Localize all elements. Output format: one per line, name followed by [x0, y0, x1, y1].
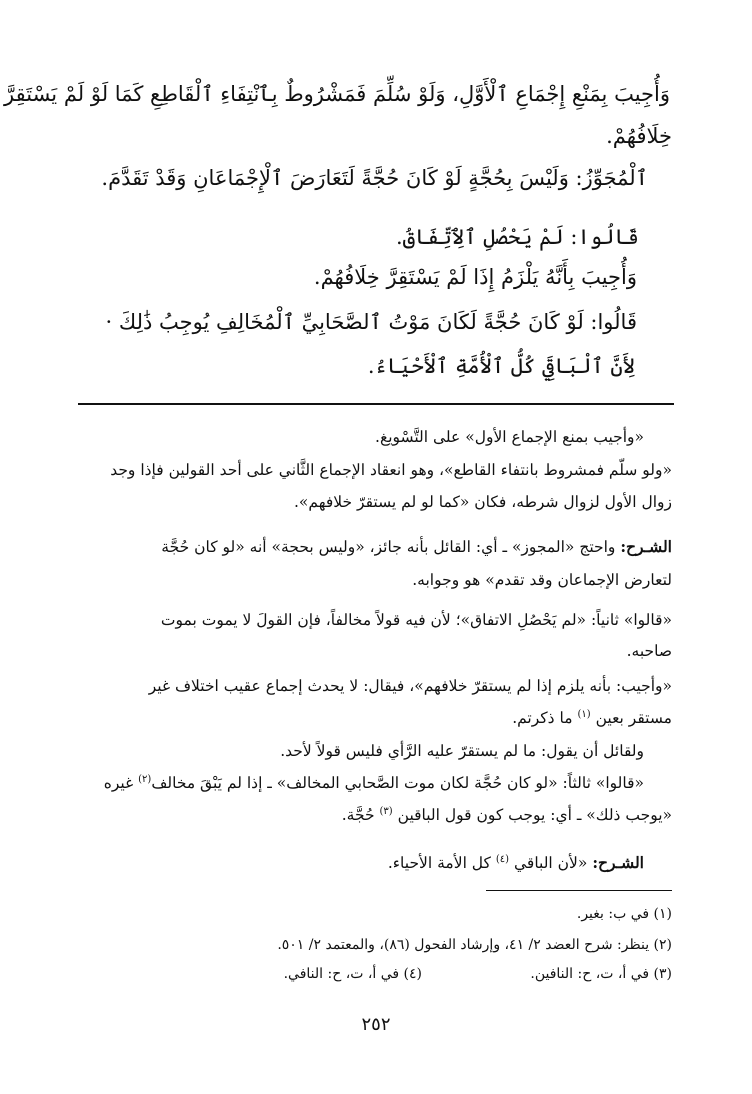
footnote-2: (٢) ينظر: شرح العضد ٢/ ٤١، وإرشاد الفحول (٨٦)، والمعتمد ٢/ ٥٠١.	[277, 937, 672, 953]
page-number: ٢٥٢	[361, 1014, 391, 1035]
sharh-line-2a: «ولو سلّم فمشروط بانتفاء القاطع»، وهو انعقاد الإجماع الثَّاني على أحد القولين فإذا وجد	[110, 461, 672, 479]
sharh-line-5a: «وأجيب: بأنه يلزم إذا لم يستقرّ خلافهم»، فيقال: لا يحدث إجماع عقيب اختلاف غير	[148, 677, 672, 695]
matn-line-7: لِأَنَّ ٱلْبَاقِيَ كُلُّ ٱلْأُمَّةِ ٱلْأَحْيَاءُ.	[367, 354, 635, 378]
sharh-line-3b: لتعارض الإجماعان وقد تقدم» هو وجوابه.	[412, 571, 672, 589]
footnote-ref-1: (١)	[577, 709, 591, 720]
sharh-text-7a2: غيره	[103, 774, 139, 793]
sharh-text-8b: كل الأمة الأحياء.	[387, 854, 496, 872]
sharh-line-3a	[161, 537, 672, 556]
matn-line-2: خِلَافُهُمْ.	[606, 124, 672, 148]
sharh-line-7b	[342, 806, 672, 824]
sharh-line-1: «وأجيب بمنع الإجماع الأول» على التَّسْويغ.	[375, 428, 644, 446]
matn-line-1: وَأُجِيبَ بِمَنْعِ إِجْمَاعِ ٱلْأَوَّلِ، وَلَوْ سُلِّمَ فَمَشْرُوطٌ بِٱنْتِفَاءِ ٱلْقَاطِعِ كَمَا لَوْ لَمْ يَسْتَقِرَّ	[4, 82, 670, 106]
sharh-line-5b	[512, 709, 672, 727]
matn-line-4: قَالُوا: لَمْ يَحْصُلِ ٱلِٱتِّفَاقُ.	[396, 225, 639, 249]
sharh-label: الشـرح:	[620, 537, 672, 556]
footnote-4: (٤) في أ، ت، ح: النافي.	[283, 966, 422, 982]
sharh-line-4b: صاحبه.	[626, 642, 672, 660]
section-divider	[78, 403, 674, 405]
sharh-line-4a: «قالوا» ثانياً: «لم يَحْصُلِ الاتفاق»؛ لأن فيه قولاً مخالفاً، فإن القولَ لا يموت بموت	[160, 611, 672, 629]
sharh-line-6: ولقائل أن يقول: ما لم يستقرّ عليه الرَّأي فليس قولاً لأحد.	[280, 742, 644, 760]
sharh-text-5c: ما ذكرتم.	[512, 709, 578, 728]
footnote-1: (١) في ب: بغير.	[576, 906, 672, 922]
matn-line-5: وَأُجِيبَ بِأَنَّهُ يَلْزَمُ إِذَا لَمْ يَسْتَقِرَّ خِلَافُهُمْ.	[313, 265, 637, 289]
sharh-line-7a	[104, 774, 644, 792]
sharh-text-5b: مستقر بعين	[595, 709, 672, 728]
matn-line-6: قَالُوا: لَوْ كَانَ حُجَّةً لَكَانَ مَوْتُ ٱلصَّحَابِيِّ ٱلْمُخَالِفِ يُوجِبُ ذَٰلِكَ ·	[105, 310, 637, 334]
sharh-text-7b: «يوجب ذلك» ـ أي: يوجب كون قول الباقين	[397, 806, 672, 825]
sharh-line-2b: زوال الأول لزوال شرطه، فكان «كما لو لم يستقرّ خلافهم».	[293, 493, 672, 511]
footnote-ref-2: (٢)	[138, 774, 152, 785]
sharh-label-2: الشـرح:	[592, 853, 644, 872]
sharh-text-7a: «قالوا» ثالثاً: «لو كان حُجَّة لكان موت الصَّحابي المخالف» ـ إذا لم يَبْقَ مخالف	[151, 774, 644, 793]
footnote-3: (٣) في أ، ت، ح: النافين.	[530, 966, 672, 982]
footnote-ref-4: (٤)	[495, 853, 510, 865]
sharh-text-7c: حُجَّة.	[341, 806, 380, 825]
matn-line-3: ٱلْمُجَوِّزُ: وَلَيْسَ بِحُجَّةٍ لَوْ كَانَ حُجَّةً لَتَعَارَضَ ٱلْإِجْمَاعَانِ وَقَدْ تَقَدَّمَ.	[101, 166, 648, 190]
footnote-divider	[486, 890, 672, 891]
footnote-ref-3: (٣)	[379, 806, 393, 817]
sharh-line-8	[388, 853, 644, 872]
sharh-text-3a: واحتج «المجوز» ـ أي: القائل بأنه جائز، «وليس بحجة» أنه «لو كان حُجَّة	[161, 538, 621, 556]
sharh-text-8a: «لأن الباقي	[513, 854, 593, 872]
